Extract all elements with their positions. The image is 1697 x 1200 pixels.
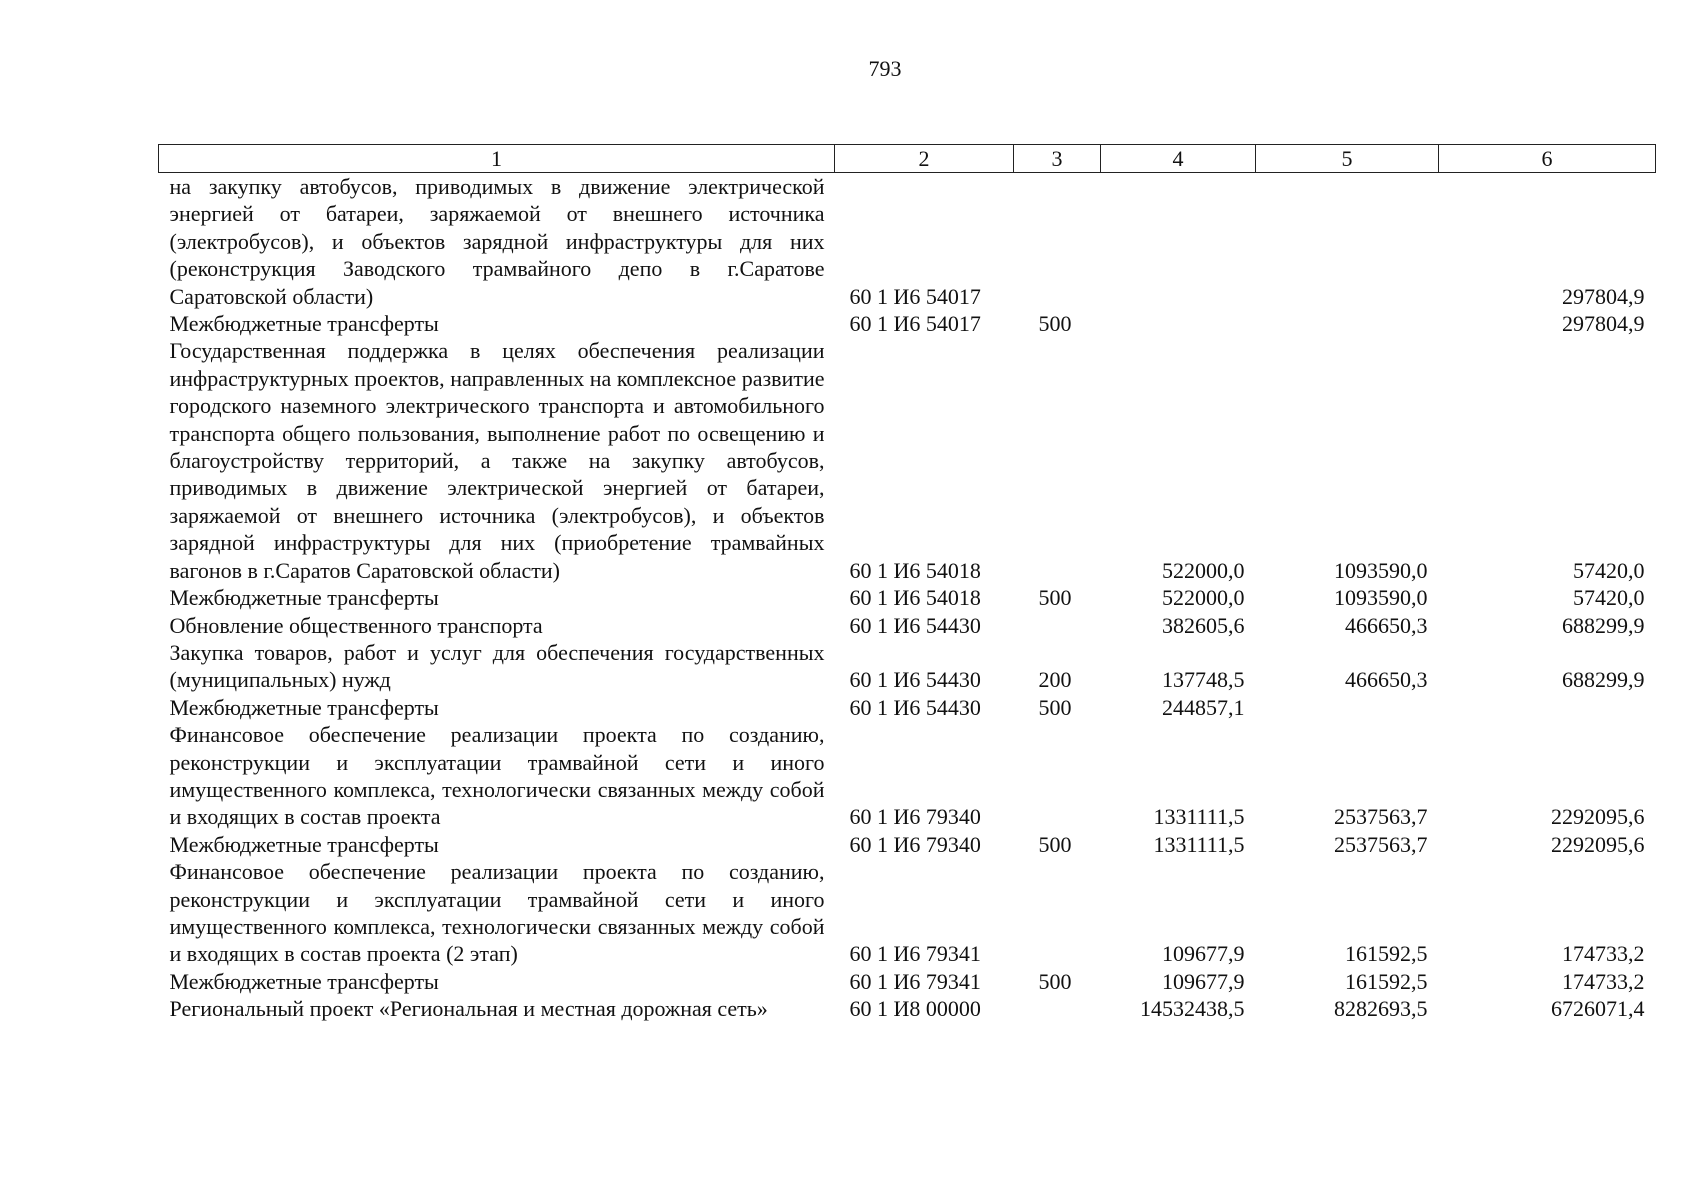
row-code: 60 1 И6 79340 (849, 831, 981, 857)
row-expense-type: 500 (1038, 831, 1072, 857)
table-row (159, 310, 1656, 337)
row-code: 60 1 И6 54018 (849, 585, 981, 611)
row-value-5: 8282693,5 (1334, 996, 1428, 1022)
row-code: 60 1 И6 79340 (849, 804, 981, 830)
row-name: Финансовое обеспечение реализации проекта по созданию, реконструкции и эксплуатации трамвайной сети и иного имущественного комплекса, технологически связанных между собой и входящих в состав проекта (2 этап) (169, 859, 825, 967)
table-row (159, 173, 1656, 311)
row-expense-type (1014, 995, 1101, 1022)
row-value-5: 1093590,0 (1334, 585, 1428, 611)
table-row (159, 721, 1656, 831)
row-value-6: 688299,9 (1562, 612, 1645, 638)
row-expense-type: 200 (1038, 667, 1072, 693)
header-cell-1: 1 (159, 145, 835, 173)
row-value-5: 2537563,7 (1334, 831, 1428, 857)
row-code: 60 1 И6 54430 (849, 612, 981, 638)
row-value-5: 466650,3 (1345, 667, 1428, 693)
row-name: Региональный проект «Региональная и местная дорожная сеть» (169, 996, 768, 1022)
row-name: Обновление общественного транспорта (169, 612, 543, 638)
table-row (159, 968, 1656, 995)
row-value-6: 2292095,6 (1551, 831, 1645, 857)
row-expense-type: 500 (1038, 311, 1072, 337)
row-value-4: 14532438,5 (1140, 996, 1245, 1022)
row-value-6: 57420,0 (1573, 557, 1645, 583)
row-name: Межбюджетные трансферты (169, 831, 439, 857)
row-value-6: 2292095,6 (1551, 804, 1645, 830)
row-value-5: 161592,5 (1345, 968, 1428, 994)
row-value-5 (1256, 310, 1439, 337)
row-code: 60 1 И6 79341 (849, 941, 981, 967)
header-cell-6: 6 (1439, 145, 1656, 173)
row-value-4: 109677,9 (1162, 941, 1245, 967)
row-value-4: 109677,9 (1162, 968, 1245, 994)
row-expense-type: 500 (1038, 968, 1072, 994)
row-value-6: 6726071,4 (1551, 996, 1645, 1022)
row-value-6: 57420,0 (1573, 585, 1645, 611)
table-row (159, 694, 1656, 721)
row-code: 60 1 И8 00000 (849, 996, 981, 1022)
row-value-5 (1256, 173, 1439, 311)
header-cell-4: 4 (1101, 145, 1256, 173)
row-code: 60 1 И6 54017 (849, 283, 981, 309)
row-value-6: 297804,9 (1562, 311, 1645, 337)
row-expense-type (1014, 337, 1101, 584)
row-value-6 (1439, 694, 1656, 721)
row-name: Межбюджетные трансферты (169, 968, 439, 994)
table-body (159, 173, 1656, 1023)
row-value-4 (1101, 310, 1256, 337)
row-name: Межбюджетные трансферты (169, 694, 439, 720)
row-value-5: 2537563,7 (1334, 804, 1428, 830)
row-value-6: 688299,9 (1562, 667, 1645, 693)
row-value-5: 1093590,0 (1334, 557, 1428, 583)
row-code: 60 1 И6 79341 (849, 968, 981, 994)
table-row (159, 639, 1656, 694)
row-expense-type (1014, 612, 1101, 639)
table-header (159, 145, 1656, 173)
row-value-6: 174733,2 (1562, 941, 1645, 967)
row-code: 60 1 И6 54018 (849, 557, 981, 583)
page-number: 793 (868, 56, 902, 81)
row-code: 60 1 И6 54430 (849, 694, 981, 720)
budget-table (158, 144, 1656, 1023)
row-value-6: 297804,9 (1562, 283, 1645, 309)
header-row (159, 145, 1656, 173)
row-name: Государственная поддержка в целях обеспечения реализации инфраструктурных проектов, направленных на комплексное развитие городского наземного электрического транспорта и автомобильного транспорта общего пользования, выполнение работ по освещению и благоустройству территорий, а также на закупку автобусов, приводимых в движение электрической энергией от батареи, заряжаемой от внешнего источника (электробусов), и объектов зарядной инфраструктуры для них (приобретение трамвайных вагонов в г.Саратов Саратовской области) (169, 338, 825, 583)
row-value-5: 466650,3 (1345, 612, 1428, 638)
row-expense-type (1014, 173, 1101, 311)
table-row (159, 858, 1656, 968)
row-value-4 (1101, 173, 1256, 311)
row-value-4: 522000,0 (1162, 585, 1245, 611)
row-value-5: 161592,5 (1345, 941, 1428, 967)
row-value-4: 137748,5 (1162, 667, 1245, 693)
row-expense-type (1014, 721, 1101, 831)
row-code: 60 1 И6 54430 (849, 667, 981, 693)
table-row (159, 612, 1656, 639)
table-row (159, 995, 1656, 1022)
row-expense-type: 500 (1038, 694, 1072, 720)
row-value-4: 522000,0 (1162, 557, 1245, 583)
row-expense-type (1014, 858, 1101, 968)
row-name: Финансовое обеспечение реализации проекта по созданию, реконструкции и эксплуатации трамвайной сети и иного имущественного комплекса, технологически связанных между собой и входящих в состав проекта (169, 722, 825, 830)
row-value-4: 244857,1 (1162, 694, 1245, 720)
table-row (159, 337, 1656, 584)
row-value-5 (1256, 694, 1439, 721)
row-value-6: 174733,2 (1562, 968, 1645, 994)
row-name: Межбюджетные трансферты (169, 585, 439, 611)
row-name: Межбюджетные трансферты (169, 311, 439, 337)
header-cell-5: 5 (1256, 145, 1439, 173)
table-row (159, 584, 1656, 611)
row-name: Закупка товаров, работ и услуг для обеспечения государственных (муниципальных) нужд (169, 639, 825, 693)
row-expense-type: 500 (1038, 585, 1072, 611)
row-name: на закупку автобусов, приводимых в движение электрической энергией от батареи, заряжаемой от внешнего источника (электробусов), и объектов зарядной инфраструктуры для них (реконструкция Заводского трамвайного депо в г.Саратове Саратовской области) (169, 174, 825, 309)
row-value-4: 1331111,5 (1153, 831, 1245, 857)
row-code: 60 1 И6 54017 (849, 311, 981, 337)
header-cell-2: 2 (835, 145, 1014, 173)
row-value-4: 382605,6 (1162, 612, 1245, 638)
table-row (159, 831, 1656, 858)
header-cell-3: 3 (1014, 145, 1101, 173)
row-value-4: 1331111,5 (1153, 804, 1245, 830)
